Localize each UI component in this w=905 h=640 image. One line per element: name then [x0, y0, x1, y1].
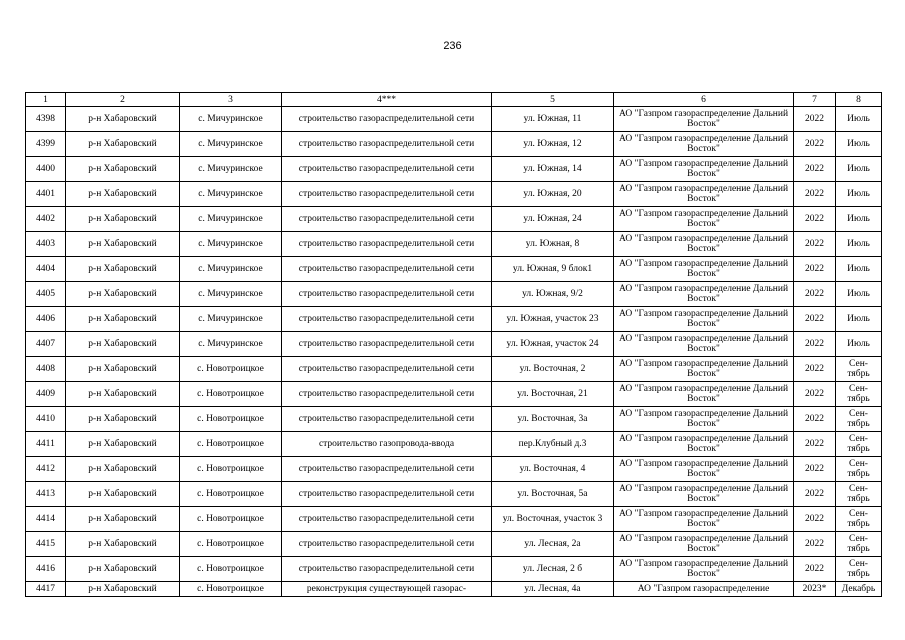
organization-cell: АО "Газпром газораспределение Дальний Восток" — [614, 107, 794, 132]
row-number-cell: 4410 — [26, 407, 66, 432]
settlement-cell: с. Новотроицкое — [180, 432, 282, 457]
table-row — [26, 157, 882, 182]
settlement-cell: с. Мичуринское — [180, 257, 282, 282]
header-cell: 3 — [180, 93, 282, 107]
settlement-cell: с. Мичуринское — [180, 182, 282, 207]
year-cell: 2022 — [794, 207, 836, 232]
table-row — [26, 132, 882, 157]
address-cell: ул. Восточная, 3а — [492, 407, 614, 432]
work-type-cell: строительство газораспределительной сети — [282, 482, 492, 507]
address-cell: ул. Восточная, 21 — [492, 382, 614, 407]
district-cell: р-н Хабаровский — [66, 507, 180, 532]
header-cell: 4*** — [282, 93, 492, 107]
district-cell: р-н Хабаровский — [66, 407, 180, 432]
year-cell: 2022 — [794, 257, 836, 282]
work-type-cell: строительство газораспределительной сети — [282, 557, 492, 582]
row-number-cell: 4407 — [26, 332, 66, 357]
year-cell: 2022 — [794, 507, 836, 532]
settlement-cell: с. Мичуринское — [180, 207, 282, 232]
year-cell: 2022 — [794, 232, 836, 257]
organization-cell: АО "Газпром газораспределение Дальний Восток" — [614, 282, 794, 307]
month-cell: Июль — [836, 157, 882, 182]
settlement-cell: с. Новотроицкое — [180, 557, 282, 582]
month-cell: Сен-тябрь — [836, 457, 882, 482]
table-row — [26, 332, 882, 357]
address-cell: ул. Южная, 12 — [492, 132, 614, 157]
table-row — [26, 457, 882, 482]
address-cell: пер.Клубный д.3 — [492, 432, 614, 457]
organization-cell: АО "Газпром газораспределение Дальний Восток" — [614, 232, 794, 257]
row-number-cell: 4416 — [26, 557, 66, 582]
month-cell: Сен-тябрь — [836, 382, 882, 407]
year-cell: 2022 — [794, 132, 836, 157]
header-cell: 6 — [614, 93, 794, 107]
organization-cell: АО "Газпром газораспределение Дальний Восток" — [614, 407, 794, 432]
row-number-cell: 4402 — [26, 207, 66, 232]
table-row — [26, 282, 882, 307]
table-row — [26, 532, 882, 557]
work-type-cell: строительство газораспределительной сети — [282, 157, 492, 182]
work-type-cell: строительство газораспределительной сети — [282, 507, 492, 532]
gasification-table — [25, 92, 882, 597]
organization-cell: АО "Газпром газораспределение Дальний Восток" — [614, 207, 794, 232]
work-type-cell: строительство газораспределительной сети — [282, 457, 492, 482]
district-cell: р-н Хабаровский — [66, 257, 180, 282]
district-cell: р-н Хабаровский — [66, 207, 180, 232]
month-cell: Сен-тябрь — [836, 407, 882, 432]
settlement-cell: с. Новотроицкое — [180, 507, 282, 532]
district-cell: р-н Хабаровский — [66, 157, 180, 182]
month-cell: Сен-тябрь — [836, 482, 882, 507]
district-cell: р-н Хабаровский — [66, 582, 180, 597]
month-cell: Сен-тябрь — [836, 507, 882, 532]
settlement-cell: с. Новотроицкое — [180, 457, 282, 482]
row-number-cell: 4414 — [26, 507, 66, 532]
row-number-cell: 4404 — [26, 257, 66, 282]
table-row — [26, 107, 882, 132]
settlement-cell: с. Новотроицкое — [180, 407, 282, 432]
settlement-cell: с. Новотроицкое — [180, 357, 282, 382]
table-body — [26, 107, 882, 597]
table-row — [26, 232, 882, 257]
table-row — [26, 407, 882, 432]
address-cell: ул. Восточная, 5а — [492, 482, 614, 507]
month-cell: Сен-тябрь — [836, 432, 882, 457]
work-type-cell: строительство газораспределительной сети — [282, 232, 492, 257]
year-cell: 2022 — [794, 557, 836, 582]
header-cell: 5 — [492, 93, 614, 107]
row-number-cell: 4412 — [26, 457, 66, 482]
district-cell: р-н Хабаровский — [66, 232, 180, 257]
district-cell: р-н Хабаровский — [66, 357, 180, 382]
organization-cell: АО "Газпром газораспределение Дальний Восток" — [614, 257, 794, 282]
month-cell: Июль — [836, 232, 882, 257]
settlement-cell: с. Новотроицкое — [180, 582, 282, 597]
row-number-cell: 4403 — [26, 232, 66, 257]
address-cell: ул. Южная, участок 23 — [492, 307, 614, 332]
district-cell: р-н Хабаровский — [66, 307, 180, 332]
row-number-cell: 4415 — [26, 532, 66, 557]
work-type-cell: строительство газораспределительной сети — [282, 282, 492, 307]
organization-cell: АО "Газпром газораспределение Дальний Восток" — [614, 157, 794, 182]
year-cell: 2022 — [794, 407, 836, 432]
settlement-cell: с. Мичуринское — [180, 107, 282, 132]
year-cell: 2022 — [794, 382, 836, 407]
year-cell: 2022 — [794, 532, 836, 557]
month-cell: Сен-тябрь — [836, 557, 882, 582]
work-type-cell: строительство газораспределительной сети — [282, 207, 492, 232]
header-cell: 8 — [836, 93, 882, 107]
work-type-cell: строительство газопровода-ввода — [282, 432, 492, 457]
year-cell: 2022 — [794, 457, 836, 482]
organization-cell: АО "Газпром газораспределение Дальний Восток" — [614, 432, 794, 457]
month-cell: Июль — [836, 332, 882, 357]
year-cell: 2022 — [794, 282, 836, 307]
organization-cell: АО "Газпром газораспределение Дальний Восток" — [614, 532, 794, 557]
work-type-cell: строительство газораспределительной сети — [282, 407, 492, 432]
table-row — [26, 257, 882, 282]
district-cell: р-н Хабаровский — [66, 557, 180, 582]
address-cell: ул. Южная, 14 — [492, 157, 614, 182]
row-number-cell: 4408 — [26, 357, 66, 382]
settlement-cell: с. Новотроицкое — [180, 482, 282, 507]
year-cell: 2022 — [794, 157, 836, 182]
header-cell: 1 — [26, 93, 66, 107]
district-cell: р-н Хабаровский — [66, 332, 180, 357]
month-cell: Июль — [836, 182, 882, 207]
table-row — [26, 482, 882, 507]
work-type-cell: строительство газораспределительной сети — [282, 382, 492, 407]
organization-cell: АО "Газпром газораспределение Дальний Восток" — [614, 332, 794, 357]
district-cell: р-н Хабаровский — [66, 457, 180, 482]
table-row — [26, 382, 882, 407]
district-cell: р-н Хабаровский — [66, 182, 180, 207]
year-cell: 2022 — [794, 107, 836, 132]
district-cell: р-н Хабаровский — [66, 532, 180, 557]
address-cell: ул. Лесная, 2а — [492, 532, 614, 557]
district-cell: р-н Хабаровский — [66, 432, 180, 457]
month-cell: Сен-тябрь — [836, 357, 882, 382]
header-cell: 7 — [794, 93, 836, 107]
settlement-cell: с. Мичуринское — [180, 332, 282, 357]
district-cell: р-н Хабаровский — [66, 482, 180, 507]
organization-cell: АО "Газпром газораспределение Дальний Восток" — [614, 482, 794, 507]
month-cell: Июль — [836, 207, 882, 232]
settlement-cell: с. Новотроицкое — [180, 382, 282, 407]
page-number: 236 — [443, 40, 462, 52]
settlement-cell: с. Мичуринское — [180, 132, 282, 157]
row-number-cell: 4399 — [26, 132, 66, 157]
address-cell: ул. Восточная, участок 3 — [492, 507, 614, 532]
month-cell: Июль — [836, 132, 882, 157]
organization-cell: АО "Газпром газораспределение Дальний Восток" — [614, 357, 794, 382]
table-row — [26, 357, 882, 382]
organization-cell: АО "Газпром газораспределение Дальний Восток" — [614, 382, 794, 407]
district-cell: р-н Хабаровский — [66, 107, 180, 132]
address-cell: ул. Восточная, 4 — [492, 457, 614, 482]
table-row — [26, 207, 882, 232]
row-number-cell: 4411 — [26, 432, 66, 457]
address-cell: ул. Южная, 20 — [492, 182, 614, 207]
address-cell: ул. Южная, 9/2 — [492, 282, 614, 307]
work-type-cell: реконструкция существующей газорас- — [282, 582, 492, 597]
settlement-cell: с. Мичуринское — [180, 282, 282, 307]
district-cell: р-н Хабаровский — [66, 132, 180, 157]
organization-cell: АО "Газпром газораспределение — [614, 582, 794, 597]
address-cell: ул. Лесная, 4а — [492, 582, 614, 597]
organization-cell: АО "Газпром газораспределение Дальний Восток" — [614, 557, 794, 582]
work-type-cell: строительство газораспределительной сети — [282, 332, 492, 357]
organization-cell: АО "Газпром газораспределение Дальний Восток" — [614, 457, 794, 482]
work-type-cell: строительство газораспределительной сети — [282, 182, 492, 207]
month-cell: Декабрь — [836, 582, 882, 597]
row-number-cell: 4400 — [26, 157, 66, 182]
year-cell: 2022 — [794, 307, 836, 332]
row-number-cell: 4405 — [26, 282, 66, 307]
organization-cell: АО "Газпром газораспределение Дальний Восток" — [614, 307, 794, 332]
settlement-cell: с. Мичуринское — [180, 307, 282, 332]
row-number-cell: 4417 — [26, 582, 66, 597]
work-type-cell: строительство газораспределительной сети — [282, 532, 492, 557]
work-type-cell: строительство газораспределительной сети — [282, 132, 492, 157]
address-cell: ул. Южная, 24 — [492, 207, 614, 232]
settlement-cell: с. Мичуринское — [180, 157, 282, 182]
header-row — [26, 93, 882, 107]
district-cell: р-н Хабаровский — [66, 282, 180, 307]
table-row — [26, 307, 882, 332]
address-cell: ул. Восточная, 2 — [492, 357, 614, 382]
month-cell: Июль — [836, 107, 882, 132]
year-cell: 2022 — [794, 332, 836, 357]
settlement-cell: с. Новотроицкое — [180, 532, 282, 557]
table-row — [26, 582, 882, 597]
address-cell: ул. Южная, 11 — [492, 107, 614, 132]
table-row — [26, 557, 882, 582]
work-type-cell: строительство газораспределительной сети — [282, 307, 492, 332]
work-type-cell: строительство газораспределительной сети — [282, 107, 492, 132]
organization-cell: АО "Газпром газораспределение Дальний Восток" — [614, 182, 794, 207]
month-cell: Июль — [836, 282, 882, 307]
work-type-cell: строительство газораспределительной сети — [282, 357, 492, 382]
row-number-cell: 4409 — [26, 382, 66, 407]
month-cell: Июль — [836, 307, 882, 332]
row-number-cell: 4406 — [26, 307, 66, 332]
year-cell: 2022 — [794, 482, 836, 507]
address-cell: ул. Южная, 8 — [492, 232, 614, 257]
month-cell: Сен-тябрь — [836, 532, 882, 557]
address-cell: ул. Лесная, 2 б — [492, 557, 614, 582]
table-row — [26, 507, 882, 532]
table-row — [26, 182, 882, 207]
header-cell: 2 — [66, 93, 180, 107]
work-type-cell: строительство газораспределительной сети — [282, 257, 492, 282]
organization-cell: АО "Газпром газораспределение Дальний Восток" — [614, 132, 794, 157]
month-cell: Июль — [836, 257, 882, 282]
organization-cell: АО "Газпром газораспределение Дальний Восток" — [614, 507, 794, 532]
row-number-cell: 4413 — [26, 482, 66, 507]
district-cell: р-н Хабаровский — [66, 382, 180, 407]
row-number-cell: 4401 — [26, 182, 66, 207]
year-cell: 2022 — [794, 182, 836, 207]
address-cell: ул. Южная, участок 24 — [492, 332, 614, 357]
table-row — [26, 432, 882, 457]
year-cell: 2022 — [794, 432, 836, 457]
year-cell: 2022 — [794, 357, 836, 382]
year-cell: 2023* — [794, 582, 836, 597]
settlement-cell: с. Мичуринское — [180, 232, 282, 257]
address-cell: ул. Южная, 9 блок1 — [492, 257, 614, 282]
row-number-cell: 4398 — [26, 107, 66, 132]
